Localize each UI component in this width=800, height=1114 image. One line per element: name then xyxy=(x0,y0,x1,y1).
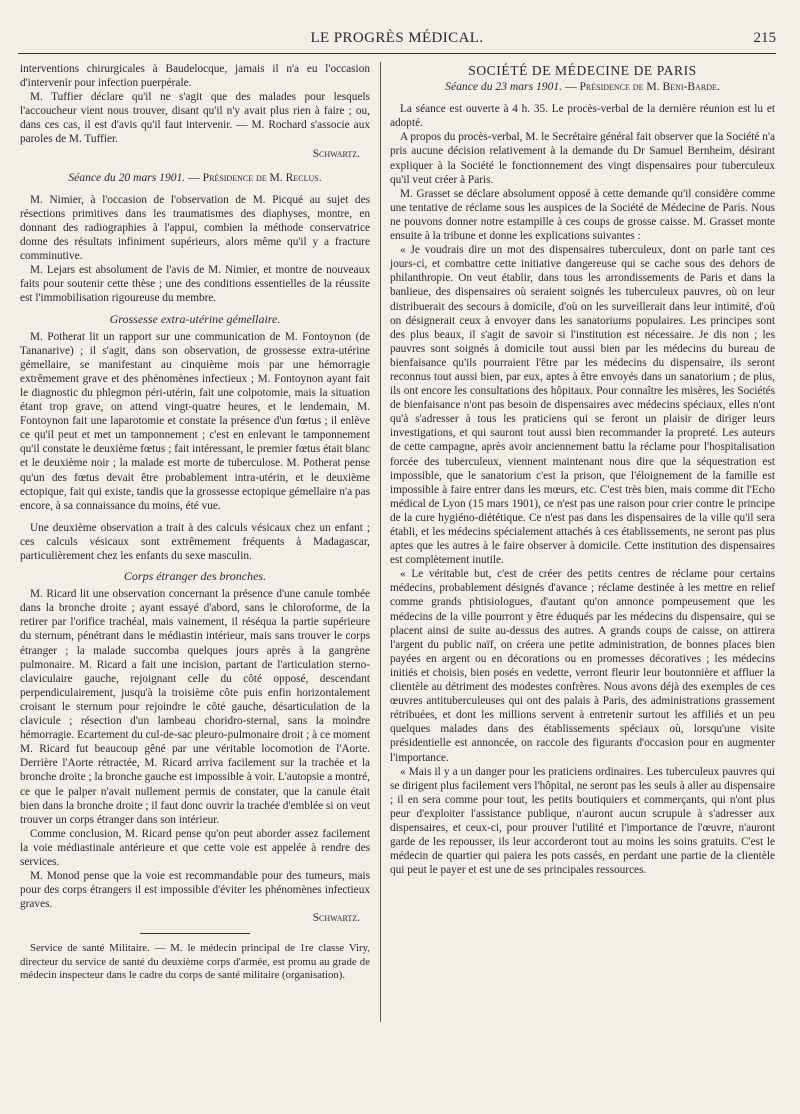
signature: Schwartz. xyxy=(312,912,360,925)
page-number: 215 xyxy=(753,30,776,46)
running-title: LE PROGRÈS MÉDICAL. xyxy=(310,30,484,46)
section-subheading: Grossesse extra-utérine gémellaire. xyxy=(109,311,281,326)
news-note: Service de santé Militaire. — M. le médecin principal de 1re classe Viry, directeur du service de santé du deuxième corps d'armée, est promu au grade de médecin inspecteur dans le cadre du corps de santé militaire (organisation). xyxy=(20,942,370,982)
column-divider xyxy=(380,62,381,1022)
paragraph: M. Grasset se déclare absolument opposé à cette demande qu'il considère comme une tentative de réclame sous les auspices de la Société de Médecine de Paris. Nous ne pouvons donner notre estampille à ces coups de grosse caisse. M. Grasset monte ensuite à la tribune et donne les explications suivantes : xyxy=(390,187,775,243)
page-header xyxy=(18,30,776,52)
session-presidency: — Présidence de M. Reclus. xyxy=(188,170,322,184)
paragraph: M. Lejars est absolument de l'avis de M. Nimier, et montre de nouveaux faits pour soutenir cette thèse ; une des conditions essentielles de la réussite est l'immobilisation rigoureuse du membre. xyxy=(20,264,370,305)
paragraph: « Je voudrais dire un mot des dispensaires tuberculeux, dont on parle tant ces jours-ci, et combattre cette initiative dangereuse qui se cache sous des dehors de philanthropie. On veut établir, dans tous les arrondissements de Paris et dans la banlieue, des dispensaires où seraient soignés les tuberculeux pauvres, où on leur distribuerait des secours à domicile, d'où on les surveillerait dans leur intimité, d'où on désignerait ceux à envoyer dans les sanatoriums populaires. Les principes sont des plus beaux, il s'agit de savoir si l'institution est nécessaire. Je dis non ; les pauvres sont soignés à domicile tout aussi bien par les médecins du bureau de bienfaisance qu'ils pourraient l'être par les médecins du dispensaire, ils seront reconnus tout aussi bien, par eux, aptes à être envoyés dans un sanatorium ; de plus, ils ont encore les consultations des hôpitaux. Pour connaître les misères, les Sociétés de bienfaisance n'ont pas besoin de dispensaires avec médecins spéciaux, elles n'ont qu'à s'adresser à tous les praticiens qui se feront un plaisir de diriger leurs investigations, et qui sauront tout aussi bien recommander la propreté. Les auteurs de cette campagne, après avoir anciennement battu la réclame pour l'hospitalisation forcée des tuberculeux, viennent maintenant nous dire que la séquestration est impossible, que le sanatorium c'est la prison, que l'éloignement de la famille est impossible à faire entrer dans les mœurs, etc. C'est très bien, mais comme dit l'Echo médical de Lyon (15 mars 1901), ce n'est pas une raison pour crier contre le principe de la cure hygiéno-diététique. Ce n'est pas dans les dispensaires de la ville qu'il sera établi, et les médecins spécialement attachés à ces établissements, ne seront pas plus aptes que les autres à le faire observer à domicile. Cette institution des dispensaires est complètement inutile. xyxy=(390,244,775,567)
paragraph: interventions chirurgicales à Baudelocque, jamais il n'a eu l'occasion d'intervenir pour infection puerpérale. xyxy=(20,63,370,90)
paragraph: Une deuxième observation a trait à des calculs vésicaux chez un enfant ; ces calculs vésicaux sont extrêmement fréquents à Madagascar, particulièrement chez les enfants du sexe masculin. xyxy=(20,521,370,562)
paragraph: A propos du procès-verbal, M. le Secrétaire général fait observer que la Société n'a pris aucune décision relativement à la demande du Dr Samuel Bernheim, désirant expliquer à la Société le fonctionnement des vingt dispensaires pour tuberculeux qu'il veut créer à Paris. xyxy=(390,131,775,186)
right-column xyxy=(390,62,775,877)
paragraph: La séance est ouverte à 4 h. 35. Le procès-verbal de la dernière réunion est lu et adopté. xyxy=(390,103,775,130)
paragraph: M. Monod pense que la voie est recommandable pour des tumeurs, mais pour des corps étrangers il est impossible d'éviter les phénomènes infectieux graves. xyxy=(20,870,370,911)
signature: Schwartz. xyxy=(312,147,360,160)
session-heading xyxy=(390,80,775,94)
section-divider xyxy=(140,933,250,934)
paragraph: M. Ricard lit une observation concernant la présence d'une canule tombée dans la bronche droite ; ayant essayé d'abord, sans le chloroforme, de la retirer par l'orifice trachéal, mais vainement, il réséqua la partie supérieure du sternum, pénétrant dans le médiastin intérieur, mais sans trouver le corps étranger ; la malade succomba quelques jours après à la gangrène pulmonaire. M. Ricard a fait une incision, partant de l'articulation sterno-claviculaire gauche, rejoignant celle du côté opposé, descendant perpendiculairement, jusqu'à la troisième côte puis enfin horizontalement croisant le sternum pour rejoindre le côté gauche, désarticulation de la clavicule ; résection d'un lambeau choridro-sternal, sans la moindre hémorragie. Ecartement du cul-de-sac pleuro-pulmonaire droit ; à ce moment M. Ricard fut beaucoup gêné par une véritable locomotion de l'Aorte. Derrière l'Aorte rétractée, M. Ricard arriva facilement sur la trachée et la bronche droite ; la bronche gauche est impossible à voir. L'autopsie a montré, ce que le palper n'avait nullement permis de constater, que la canule était bien dans la bronche droite ; il faut donc ouvrir la trachée d'emblée si on veut trouver un corps étranger dans son intérieur. xyxy=(20,588,370,826)
paragraph: « Le véritable but, c'est de créer des petits centres de réclame pour certains médecins, probablement désignés d'avance ; réclame destinée à les mettre en relief comme grands phtisiologues, d'autant qu'on annonce pompeusement que les médecins de la ville pourront y être éduqués par les médecins du dispensaire, qui se placent ainsi de suite au-dessus des autres. A grands coups de caisse, on attirera l'argent du public naïf, on créera une petite administration, de bonnes places bien payées en argent ou en décorations ou en promesses décoratives ; les médecins initiés et choisis, bien posés en vedette, verront fleurir leur boutonnière et affluer la clientèle au détriment des modestes confrères. Nous avons déjà des exemples de ces œuvres antituberculeuses qui ont des palais à Paris, des administrations grassement rétribuées, et dont les millions servent à entretenir surtout les affiliés et un peu quelques malades dans des établissements spéciaux où, lorsqu'une visite présidentielle est annoncée, on raccole des figurants d'occasion pour en augmenter l'importance. xyxy=(390,568,775,764)
paragraph: M. Tuffier déclare qu'il ne s'agit que des malades pour lesquels l'accoucheur vient nous trouver, disant qu'il n'y avait plus rien à faire ; ou, dans ces cas, il est d'avis qu'il faut intervenir. — M. Rochard s'associe aux paroles de M. Tuffier. xyxy=(20,91,370,146)
paragraph: M. Nimier, à l'occasion de l'observation de M. Picqué au sujet des résections primitives dans les traumatismes des diaphyses, montre, en donnant des radiographies à l'appui, combien la méthode conservatrice donne des résultats infiniment supérieurs, alors même qu'il y a fracture comminutive. xyxy=(20,193,370,263)
session-heading xyxy=(20,171,370,185)
session-date: Séance du 20 mars 1901. xyxy=(68,170,186,184)
left-column xyxy=(20,62,370,983)
section-subheading: Corps étranger des bronches. xyxy=(123,569,267,584)
paragraph: « Mais il y a un danger pour les praticiens ordinaires. Les tuberculeux pauvres qui se dirigent plus facilement vers l'hôpital, ne seront pas les seuls à aller au dispensaire ; il en sera comme pour tout, les petits boutiquiers et commerçants, qui n'ont plus peur d'exploiter l'assistance publique, n'auront aucun scrupule à s'adresser aux dispensaires, et ceux-ci, pour prouver l'utilité et l'importance de l'œuvre, n'auront garde de les repousser, ils leur accorderont tout au moins les soins gratuits. C'est le médecin de quartier qui paiera les pots cassés, en perdant une partie de la clientèle qui peut le payer et est une de ses principales ressources. xyxy=(390,765,775,877)
session-date: Séance du 23 mars 1901. xyxy=(445,80,563,94)
society-title: SOCIÉTÉ DE MÉDECINE DE PARIS xyxy=(468,63,697,78)
paragraph: M. Potherat lit un rapport sur une communication de M. Fontoynon (de Tananarive) ; il s'agit, dans son observation, de grossesse extra-utérine gémellaire, se manifestant au cinquième mois par une hémorragie extrêmement grave et des phénomènes infectieux ; M. Fontoynon ayant fait le diagnostic du phlegmon péri-utérin, fait une colpotomie, mais la situation étant trop grave, on attend vingt-quatre heures, et le lendemain, M. Fontoynon fait une laparotomie et constate la présence d'un fœtus ; il enlève ce qu'il peut et met un tamponnement ; c'est en enlevant le tamponnement qu'il constate le deuxième fœtus ; fait intéressant, le premier fœtus était blanc et le deuxième noir ; la malade est morte de tuberculose. M. Potherat pense qu'un des fœtus devait être probablement intra-utérin, et le deuxième ectopique, fait qui existe, tandis que la grossesse ectopique gémellaire n'a pas encore, à sa connaissance du moins, été vue. xyxy=(20,330,370,512)
session-presidency: — Présidence de M. Beni-Barde. xyxy=(564,80,720,94)
header-rule xyxy=(18,53,776,54)
paragraph: Comme conclusion, M. Ricard pense qu'on peut aborder assez facilement la voie médiastinale antérieure et que cette voie est appelée à rendre des services. xyxy=(20,827,370,868)
